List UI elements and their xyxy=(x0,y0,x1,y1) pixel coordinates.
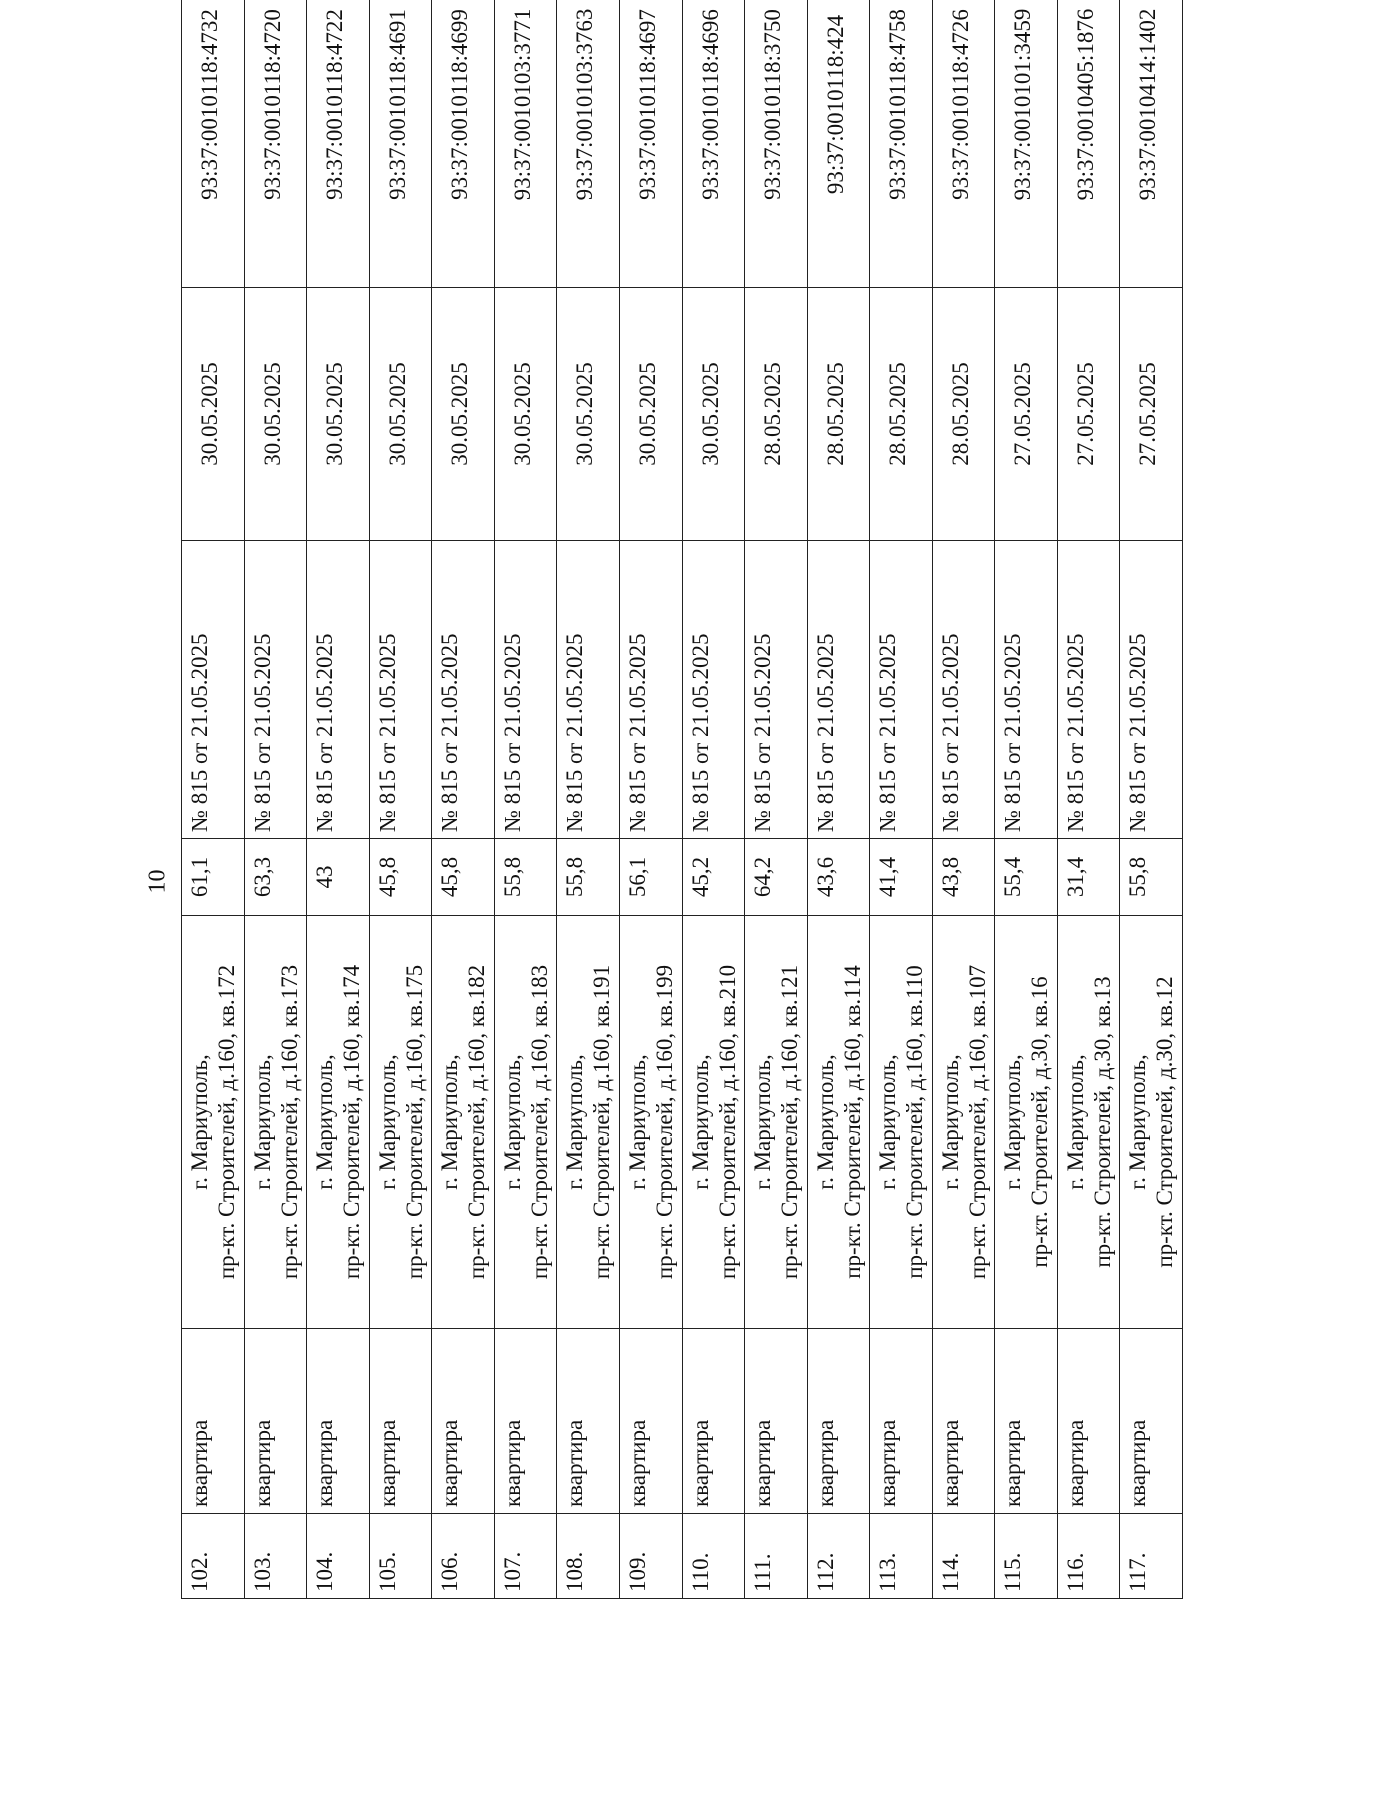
table-row xyxy=(307,0,370,1599)
object-type: квартира xyxy=(432,1329,495,1514)
order-reference: № 815 от 21.05.2025 xyxy=(995,541,1058,839)
object-type: квартира xyxy=(745,1329,808,1514)
order-reference: № 815 от 21.05.2025 xyxy=(682,541,745,839)
address-city: г. Мариуполь, xyxy=(312,1054,338,1190)
area-value: 43,6 xyxy=(807,839,870,916)
order-reference: № 815 от 21.05.2025 xyxy=(745,541,808,839)
object-type: квартира xyxy=(1057,1329,1120,1514)
row-number: 105. xyxy=(369,1514,432,1599)
address xyxy=(807,916,870,1329)
registration-date: 27.05.2025 xyxy=(1120,288,1183,541)
row-number: 102. xyxy=(182,1514,245,1599)
area-value: 56,1 xyxy=(619,839,682,916)
order-reference: № 815 от 21.05.2025 xyxy=(619,541,682,839)
address-city: г. Мариуполь, xyxy=(187,1054,212,1190)
area-value: 64,2 xyxy=(745,839,808,916)
cadastral-number: 93:37:0010118:4697 xyxy=(619,0,682,288)
area-value: 31,4 xyxy=(1057,839,1120,916)
row-number: 107. xyxy=(494,1514,557,1599)
order-reference: № 815 от 21.05.2025 xyxy=(244,541,307,839)
address-street: пр-кт. Строителей, д.160, кв.183 xyxy=(526,964,552,1280)
area-value: 63,3 xyxy=(244,839,307,916)
registration-date: 30.05.2025 xyxy=(619,288,682,541)
row-number: 117. xyxy=(1120,1514,1183,1599)
table-row xyxy=(557,0,620,1599)
object-type: квартира xyxy=(682,1329,745,1514)
order-reference: № 815 от 21.05.2025 xyxy=(182,541,245,839)
object-type: квартира xyxy=(307,1329,370,1514)
address-city: г. Мариуполь, xyxy=(562,1054,588,1190)
object-type: квартира xyxy=(1120,1329,1183,1514)
order-reference: № 815 от 21.05.2025 xyxy=(432,541,495,839)
object-type: квартира xyxy=(244,1329,307,1514)
address-street: пр-кт. Строителей, д.30, кв.16 xyxy=(1027,976,1053,1268)
address xyxy=(745,916,808,1329)
object-type: квартира xyxy=(557,1329,620,1514)
address-city: г. Мариуполь, xyxy=(1062,1054,1088,1190)
cadastral-number: 93:37:0010118:4691 xyxy=(369,0,432,288)
table-row xyxy=(619,0,682,1599)
registration-date: 30.05.2025 xyxy=(182,288,245,541)
address xyxy=(1057,916,1120,1329)
address xyxy=(307,916,370,1329)
address-city: г. Мариуполь, xyxy=(249,1054,275,1190)
cadastral-number: 93:37:0010118:3750 xyxy=(745,0,808,288)
address-street: пр-кт. Строителей, д.160, кв.173 xyxy=(276,964,302,1280)
area-value: 55,8 xyxy=(494,839,557,916)
address-city: г. Мариуполь, xyxy=(437,1054,463,1190)
address-street: пр-кт. Строителей, д.160, кв.182 xyxy=(464,964,490,1280)
table-row xyxy=(870,0,933,1599)
order-reference: № 815 от 21.05.2025 xyxy=(369,541,432,839)
object-type: квартира xyxy=(932,1329,995,1514)
address-city: г. Мариуполь, xyxy=(750,1054,776,1190)
area-value: 43,8 xyxy=(932,839,995,916)
row-number: 103. xyxy=(244,1514,307,1599)
row-number: 109. xyxy=(619,1514,682,1599)
address-street: пр-кт. Строителей, д.160, кв.174 xyxy=(339,964,365,1280)
table-row xyxy=(932,0,995,1599)
address-street: пр-кт. Строителей, д.30, кв.12 xyxy=(1152,976,1178,1268)
registration-date: 30.05.2025 xyxy=(244,288,307,541)
table-row xyxy=(494,0,557,1599)
row-number: 111. xyxy=(745,1514,808,1599)
order-reference: № 815 от 21.05.2025 xyxy=(1120,541,1183,839)
property-table xyxy=(181,0,1183,1599)
address-street: пр-кт. Строителей, д.160, кв.110 xyxy=(902,965,928,1279)
registration-date: 28.05.2025 xyxy=(932,288,995,541)
address-city: г. Мариуполь, xyxy=(374,1054,400,1190)
cadastral-number: 93:37:0010118:4720 xyxy=(244,0,307,288)
object-type: квартира xyxy=(995,1329,1058,1514)
cadastral-number: 93:37:0010414:1402 xyxy=(1120,0,1183,288)
table-row xyxy=(807,0,870,1599)
row-number: 108. xyxy=(557,1514,620,1599)
cadastral-number: 93:37:0010101:3459 xyxy=(995,0,1058,288)
order-reference: № 815 от 21.05.2025 xyxy=(870,541,933,839)
area-value: 55,8 xyxy=(1120,839,1183,916)
cadastral-number: 93:37:0010405:1876 xyxy=(1057,0,1120,288)
registration-date: 28.05.2025 xyxy=(807,288,870,541)
address-street: пр-кт. Строителей, д.160, кв.172 xyxy=(214,964,239,1280)
registration-date: 30.05.2025 xyxy=(432,288,495,541)
table-row xyxy=(369,0,432,1599)
table-row xyxy=(432,0,495,1599)
cadastral-number: 93:37:0010118:4732 xyxy=(182,0,245,288)
address-city: г. Мариуполь, xyxy=(875,1054,901,1190)
row-number: 110. xyxy=(682,1514,745,1599)
object-type: квартира xyxy=(619,1329,682,1514)
address xyxy=(870,916,933,1329)
area-value: 45,8 xyxy=(369,839,432,916)
row-number: 106. xyxy=(432,1514,495,1599)
registration-date: 27.05.2025 xyxy=(1057,288,1120,541)
address-city: г. Мариуполь, xyxy=(937,1054,963,1190)
cadastral-number: 93:37:0010103:3763 xyxy=(557,0,620,288)
area-value: 55,4 xyxy=(995,839,1058,916)
object-type: квартира xyxy=(807,1329,870,1514)
property-table-container xyxy=(181,8,1183,1599)
address-city: г. Мариуполь, xyxy=(1125,1054,1151,1190)
registration-date: 30.05.2025 xyxy=(682,288,745,541)
address-city: г. Мариуполь, xyxy=(1000,1054,1026,1190)
address xyxy=(619,916,682,1329)
address xyxy=(182,916,245,1329)
address xyxy=(244,916,307,1329)
address-city: г. Мариуполь, xyxy=(624,1054,650,1190)
page-number: 10 xyxy=(144,869,171,894)
table-row xyxy=(682,0,745,1599)
registration-date: 30.05.2025 xyxy=(557,288,620,541)
table-row xyxy=(244,0,307,1599)
address-city: г. Мариуполь, xyxy=(687,1054,713,1190)
order-reference: № 815 от 21.05.2025 xyxy=(557,541,620,839)
registration-date: 30.05.2025 xyxy=(369,288,432,541)
address-street: пр-кт. Строителей, д.160, кв.121 xyxy=(777,964,803,1280)
table-row xyxy=(182,0,245,1599)
table-row xyxy=(1120,0,1183,1599)
order-reference: № 815 от 21.05.2025 xyxy=(932,541,995,839)
cadastral-number: 93:37:0010118:4726 xyxy=(932,0,995,288)
table-row xyxy=(1057,0,1120,1599)
address-street: пр-кт. Строителей, д.160, кв.210 xyxy=(714,964,740,1280)
order-reference: № 815 от 21.05.2025 xyxy=(307,541,370,839)
address-street: пр-кт. Строителей, д.160, кв.175 xyxy=(401,964,427,1280)
object-type: квартира xyxy=(870,1329,933,1514)
address xyxy=(369,916,432,1329)
registration-date: 30.05.2025 xyxy=(307,288,370,541)
object-type: квартира xyxy=(182,1329,245,1514)
row-number: 104. xyxy=(307,1514,370,1599)
row-number: 114. xyxy=(932,1514,995,1599)
row-number: 116. xyxy=(1057,1514,1120,1599)
cadastral-number: 93:37:0010118:424 xyxy=(807,0,870,288)
address-city: г. Мариуполь, xyxy=(499,1054,525,1190)
registration-date: 28.05.2025 xyxy=(745,288,808,541)
address xyxy=(1120,916,1183,1329)
registration-date: 30.05.2025 xyxy=(494,288,557,541)
area-value: 61,1 xyxy=(182,839,245,916)
registration-date: 28.05.2025 xyxy=(870,288,933,541)
registration-date: 27.05.2025 xyxy=(995,288,1058,541)
area-value: 41,4 xyxy=(870,839,933,916)
row-number: 115. xyxy=(995,1514,1058,1599)
cadastral-number: 93:37:0010118:4722 xyxy=(307,0,370,288)
area-value: 55,8 xyxy=(557,839,620,916)
row-number: 113. xyxy=(870,1514,933,1599)
area-value: 43 xyxy=(307,839,370,916)
cadastral-number: 93:37:0010118:4696 xyxy=(682,0,745,288)
address xyxy=(682,916,745,1329)
address-street: пр-кт. Строителей, д.160, кв.191 xyxy=(589,964,615,1280)
address-street: пр-кт. Строителей, д.30, кв.13 xyxy=(1089,976,1115,1268)
address-city: г. Мариуполь, xyxy=(812,1054,838,1190)
address-street: пр-кт. Строителей, д.160, кв.114 xyxy=(839,965,865,1279)
address xyxy=(432,916,495,1329)
cadastral-number: 93:37:0010118:4758 xyxy=(870,0,933,288)
order-reference: № 815 от 21.05.2025 xyxy=(1057,541,1120,839)
order-reference: № 815 от 21.05.2025 xyxy=(807,541,870,839)
object-type: квартира xyxy=(494,1329,557,1514)
address xyxy=(494,916,557,1329)
area-value: 45,8 xyxy=(432,839,495,916)
table-row xyxy=(995,0,1058,1599)
table-row xyxy=(745,0,808,1599)
order-reference: № 815 от 21.05.2025 xyxy=(494,541,557,839)
cadastral-number: 93:37:0010118:4699 xyxy=(432,0,495,288)
address xyxy=(557,916,620,1329)
address-street: пр-кт. Строителей, д.160, кв.107 xyxy=(964,964,990,1280)
row-number: 112. xyxy=(807,1514,870,1599)
cadastral-number: 93:37:0010103:3771 xyxy=(494,0,557,288)
address xyxy=(932,916,995,1329)
object-type: квартира xyxy=(369,1329,432,1514)
area-value: 45,2 xyxy=(682,839,745,916)
address xyxy=(995,916,1058,1329)
address-street: пр-кт. Строителей, д.160, кв.199 xyxy=(651,964,677,1280)
property-table-body xyxy=(182,0,1183,1599)
